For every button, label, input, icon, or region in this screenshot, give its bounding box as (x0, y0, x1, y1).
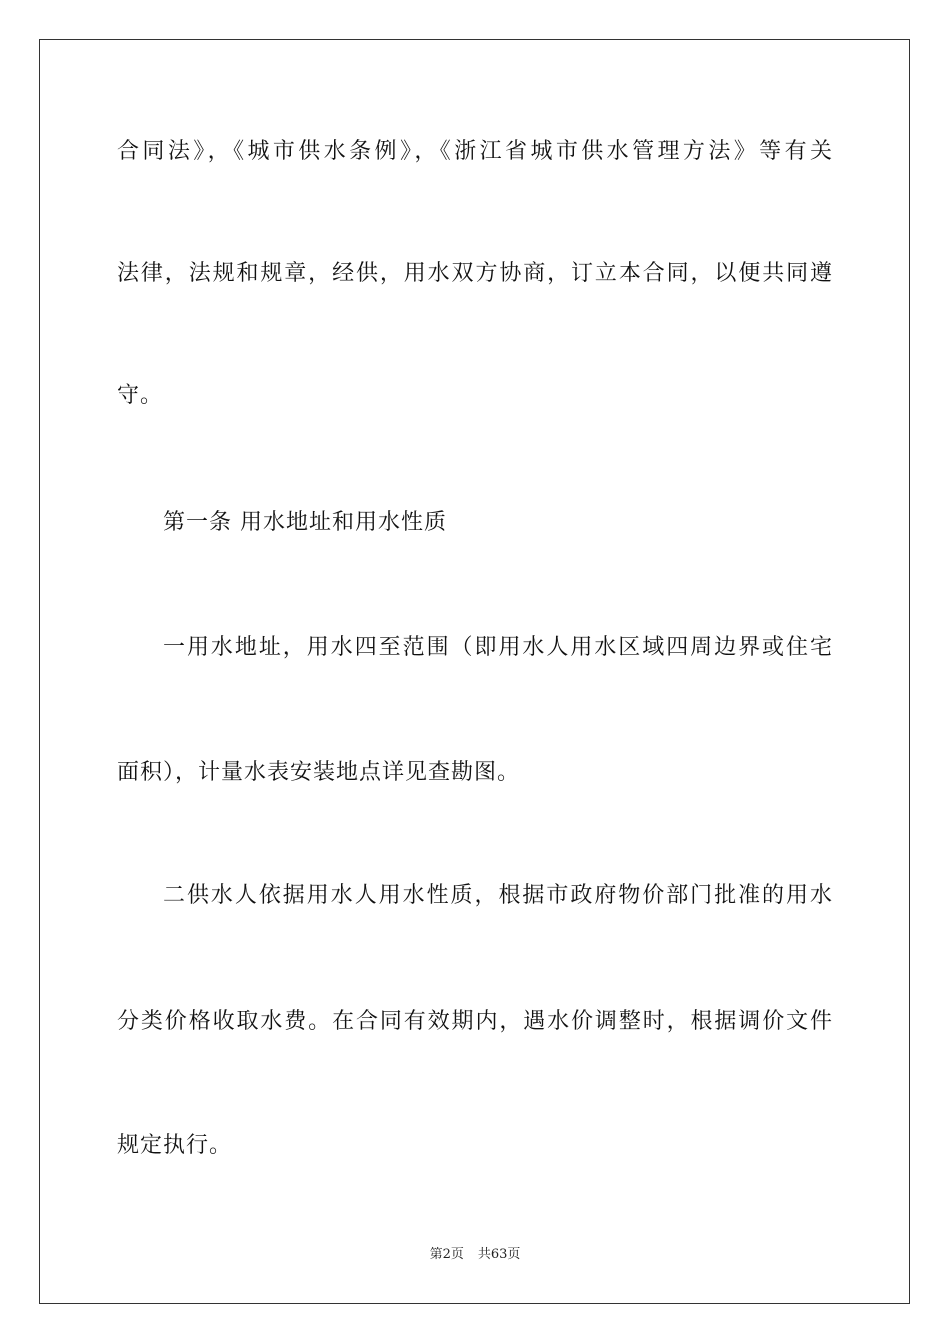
page-total: 共63页 (477, 1247, 521, 1262)
paragraph-line: 合同法》，《城市供水条例》，《浙江省城市供水管理方法》等有关 (117, 139, 833, 164)
paragraph-line: 规定执行。 (117, 1133, 233, 1158)
paragraph-line: 法律，法规和规章，经供，用水双方协商，订立本合同，以便共同遵 (117, 261, 833, 286)
paragraph-line: 二供水人依据用水人用水性质，根据市政府物价部门批准的用水 (163, 883, 833, 908)
paragraph-line: 面积），计量水表安装地点详见查勘图。 (117, 760, 521, 785)
paragraph-line: 守。 (117, 383, 164, 408)
page-number: 第2页 (429, 1247, 464, 1262)
page-frame (39, 39, 910, 1304)
paragraph-line: 一用水地址，用水四至范围（即用水人用水区域四周边界或住宅 (163, 635, 833, 660)
section-heading: 第一条 用水地址和用水性质 (163, 510, 447, 535)
paragraph-line: 分类价格收取水费。在合同有效期内，遇水价调整时，根据调价文件 (117, 1009, 833, 1034)
page-footer (0, 1246, 950, 1264)
